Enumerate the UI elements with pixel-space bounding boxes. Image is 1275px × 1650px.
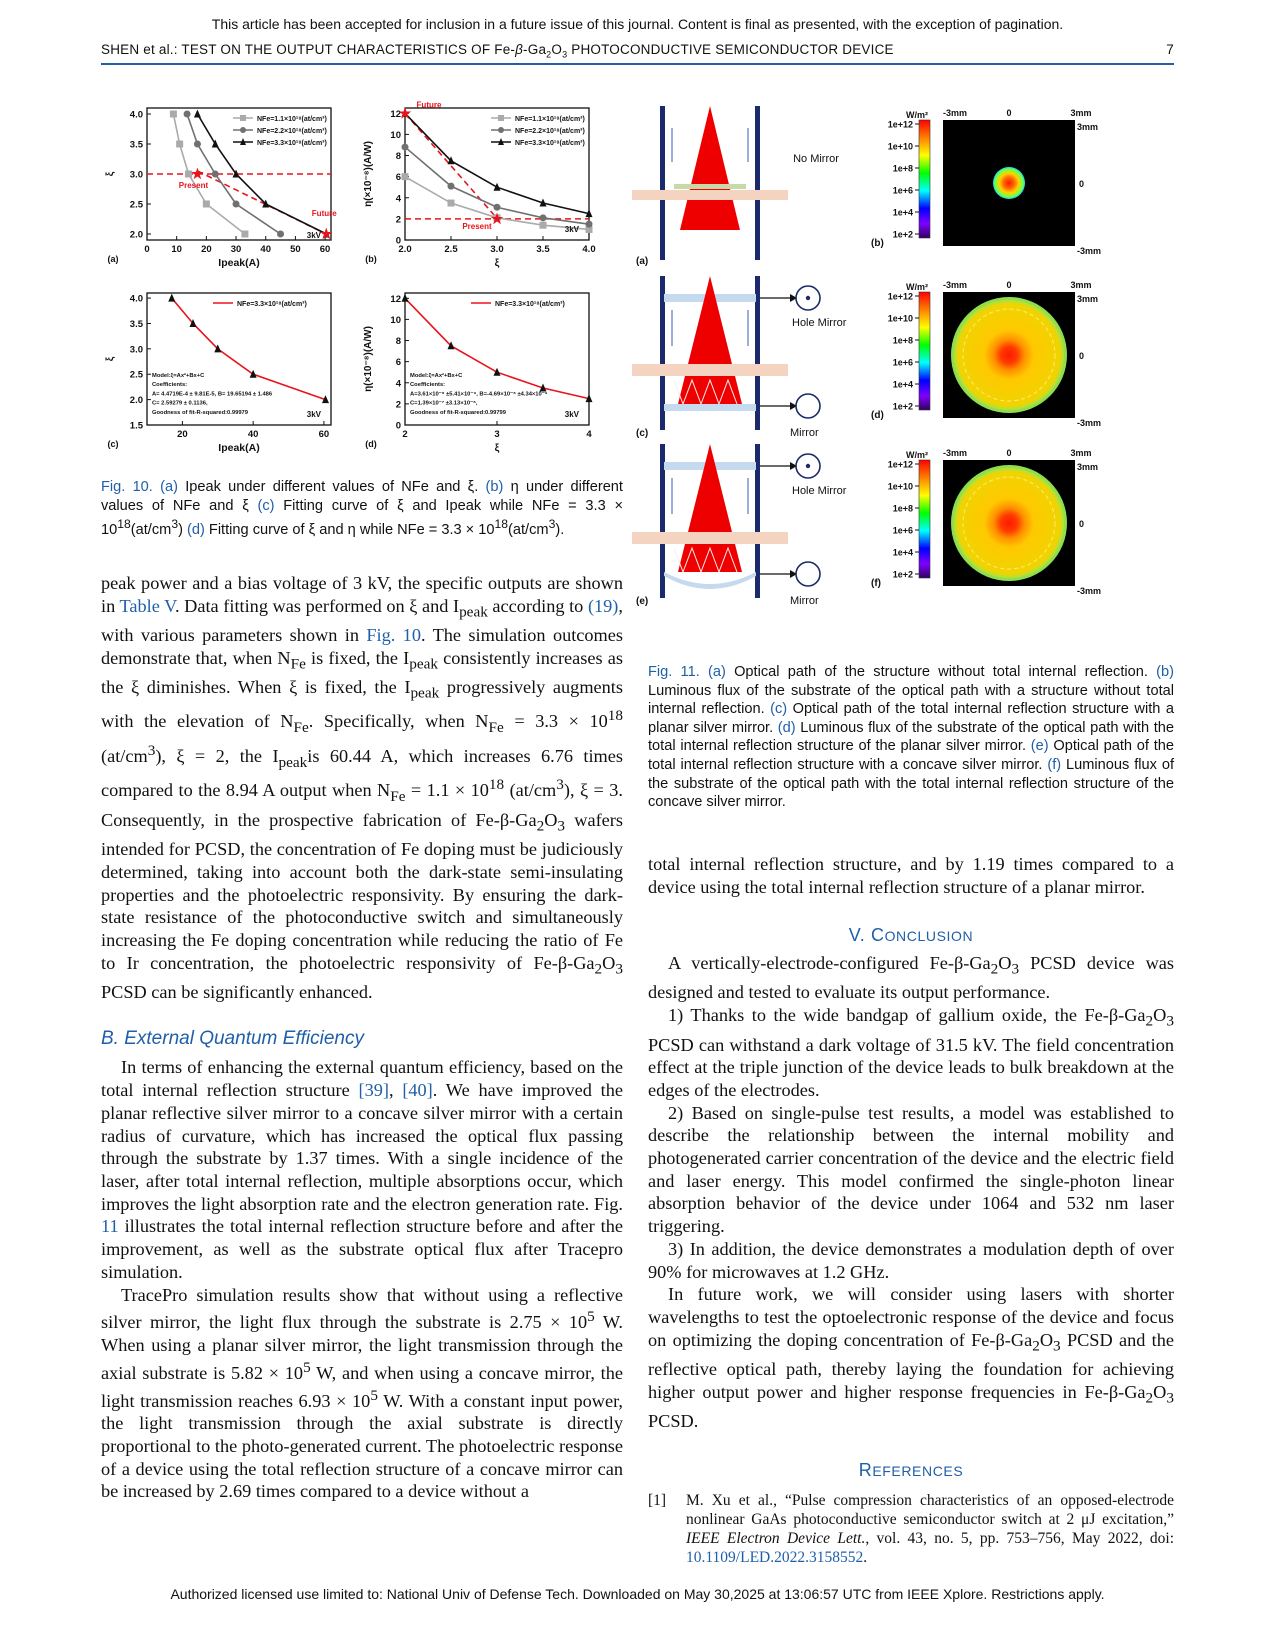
data-point xyxy=(498,127,504,133)
x-tick-label: 2.0 xyxy=(398,244,412,255)
x-tick-label: 20 xyxy=(177,429,188,440)
section-b-heading: B. External Quantum Efficiency xyxy=(101,1027,364,1049)
panel-letter: (d) xyxy=(871,410,884,421)
y-tick-label: 3.0 xyxy=(129,169,143,181)
y-tick-label: 3.5 xyxy=(129,318,143,330)
panel-letter: (f) xyxy=(871,578,881,589)
colorbar-tick-label: 1e+4 xyxy=(892,547,913,558)
y-tick-label: 4.0 xyxy=(129,293,143,305)
series-line xyxy=(172,298,326,400)
axis-tick-top-right: 3mm xyxy=(1077,462,1099,472)
fit-annotation: Coefficients: xyxy=(152,382,188,389)
axis-tick-top-right: 3mm xyxy=(1077,122,1099,132)
data-point xyxy=(212,171,219,178)
data-point xyxy=(277,231,284,238)
panel-letter: (c) xyxy=(107,439,119,449)
y-tick-label: 3.5 xyxy=(129,139,143,151)
star-marker: ★ xyxy=(191,165,204,182)
mirror-icon xyxy=(796,562,820,586)
label-no-mirror: No Mirror xyxy=(793,153,839,165)
x-tick-label: 2 xyxy=(402,429,408,440)
x-tick-label: 0 xyxy=(144,244,150,255)
data-point xyxy=(250,370,257,378)
flux-map-planar-mirror xyxy=(871,280,1101,428)
colorbar-tick-label: 1e+12 xyxy=(887,459,913,470)
paragraph-tracepro: TracePro simulation results show that without using a reflective silver mirror, the light flux through the substrate is $2.75 \times 10^5$ W. When using a planar silver mirror, the light transmission through the axial substrate is $5.82 \times 10^5$ W, and when using a concave mirror, the light transmission reaches $6.93 \times 10^5$ W. With a constant input power, the light transmission through the axial substrate is directly proportional to the photo-generated current. The photoelectric response of a device using the total reflection structure of a concave mirror can be increased by 2.69 times compared to a device without a xyxy=(101,1284,624,1502)
data-point xyxy=(402,173,409,180)
planar-mirror xyxy=(664,404,756,411)
data-point xyxy=(448,200,455,207)
x-tick-label: 20 xyxy=(201,244,212,255)
mirror-icon xyxy=(796,394,820,418)
data-point xyxy=(168,294,175,302)
flux-disk xyxy=(954,300,1064,410)
y-tick-label: 0 xyxy=(395,235,401,247)
voltage-label: 3kV xyxy=(306,410,321,419)
y-axis-label: ξ xyxy=(105,356,116,362)
voltage-label: 3kV xyxy=(564,225,579,234)
data-point xyxy=(176,141,183,148)
axis-tick-right: 3mm xyxy=(1070,448,1092,458)
data-point xyxy=(184,111,191,118)
paragraph-continued: total internal reflection structure, and by 1.19 times compared to a device using the total internal reflection structure of a planar mirror. xyxy=(648,854,1174,897)
data-point xyxy=(586,221,593,228)
reference-1: [1] M. Xu et al., “Pulse compression characteristics of an opposed-electrode nonlinear GaAs photoconductive semiconductor switch at 2 μJ excitation,” IEEE Electron Device Lett., vol. 43, no. 5, pp. 753–756, May 2022, doi: 10.1109/LED.2022.3158552. xyxy=(648,1491,1174,1566)
legend-entry: NFe=3.3×10¹⁸(at/cm³) xyxy=(495,301,565,308)
x-tick-label: 3.0 xyxy=(490,244,504,255)
axis-tick-right: 3mm xyxy=(1070,108,1092,118)
label-mirror: Mirror xyxy=(790,595,819,607)
colorbar-unit: W/m² xyxy=(906,282,928,292)
colorbar-tick-label: 1e+6 xyxy=(892,525,913,536)
fig-10-link[interactable]: Fig. 10 xyxy=(366,625,421,646)
y-tick-label: 8 xyxy=(395,336,401,348)
axis-tick-mid-right: 0 xyxy=(1079,351,1085,361)
fit-annotation: Model:ξ=Ax²+Bx+C xyxy=(152,373,205,379)
substrate xyxy=(632,190,788,200)
colorbar-tick-label: 1e+2 xyxy=(892,569,913,580)
y-tick-label: 6 xyxy=(395,172,401,184)
fit-annotation: Goodness of fit-R-squared:0.99979 xyxy=(152,409,248,416)
y-tick-label: 10 xyxy=(390,314,401,326)
y-tick-label: 4 xyxy=(395,193,401,205)
x-tick-label: 40 xyxy=(247,429,259,440)
colorbar-tick-label: 1e+4 xyxy=(892,379,913,390)
fig11-caption: Fig. 11. (a) Optical path of the structure without total internal reflection. (b) Luminous flux of the substrate of the optical path with a structure without total internal reflection. (c) Optical path of the total internal reflection structure with a planar silver mirror. (d) Luminous flux of the substrate of the optical path with the total internal reflection structure of the planar silver mirror. (e) Optical path of the total internal reflection structure with a concave silver mirror. (f) Luminous flux of the substrate of the optical path with the total internal reflection structure of the concave silver mirror. xyxy=(648,664,1174,811)
data-point xyxy=(402,144,409,151)
page-number: 7 xyxy=(1166,42,1174,57)
hole-icon xyxy=(806,296,810,300)
data-point xyxy=(448,183,455,190)
fig10-caption-label: Fig. 10. xyxy=(101,479,153,495)
x-tick-label: 60 xyxy=(318,429,330,440)
colorbar-tick-label: 1e+2 xyxy=(892,229,913,240)
y-tick-label: 6 xyxy=(395,357,401,369)
axis-tick-left: -3mm xyxy=(942,448,968,458)
annotation-label: Future xyxy=(416,100,442,110)
ref-39-link[interactable]: [39] xyxy=(358,1080,389,1101)
x-axis-label: Ipeak(A) xyxy=(218,257,260,269)
colorbar-tick-label: 1e+8 xyxy=(892,163,913,174)
colorbar-unit: W/m² xyxy=(906,450,928,460)
colorbar-tick-label: 1e+2 xyxy=(892,401,913,412)
panel-letter: (c) xyxy=(636,428,649,439)
left-column xyxy=(101,572,623,1503)
data-point xyxy=(540,214,547,221)
data-point xyxy=(498,115,504,121)
annotation-label: Present xyxy=(462,221,492,231)
concave-mirror xyxy=(664,572,756,589)
y-tick-label: 1.5 xyxy=(129,420,143,432)
y-tick-label: 2.0 xyxy=(129,229,143,241)
data-point xyxy=(540,222,547,229)
x-tick-label: 50 xyxy=(290,244,301,255)
voltage-label: 3kV xyxy=(306,231,321,240)
colorbar-tick-label: 1e+8 xyxy=(892,503,913,514)
panel-letter: (e) xyxy=(636,596,649,607)
axis-tick-left: -3mm xyxy=(942,108,968,118)
y-tick-label: 12 xyxy=(390,108,401,120)
colorbar-tick-label: 1e+4 xyxy=(892,207,913,218)
colorbar-tick-label: 1e+10 xyxy=(887,481,913,492)
axis-tick-center: 0 xyxy=(1006,108,1012,118)
y-axis-label: ξ xyxy=(105,171,116,177)
star-marker: ★ xyxy=(319,225,333,242)
x-tick-label: 60 xyxy=(319,244,331,255)
panel-letter: (b) xyxy=(871,238,884,249)
fit-annotation: C= 2.59279 ± 0.1136, xyxy=(152,400,208,407)
x-tick-label: 40 xyxy=(260,244,271,255)
data-point xyxy=(240,115,246,121)
data-point xyxy=(241,231,248,238)
flux-spot xyxy=(993,167,1025,199)
figure-11 xyxy=(636,98,1170,636)
label-mirror: Mirror xyxy=(790,427,819,439)
running-head xyxy=(101,42,1174,62)
star-marker: ★ xyxy=(398,104,412,121)
axis-tick-bottom-right: -3mm xyxy=(1077,418,1102,428)
colorbar-tick-label: 1e+10 xyxy=(887,141,913,152)
x-axis-label: ξ xyxy=(494,257,500,269)
acceptance-notice: This article has been accepted for inclusion in a future issue of this journal. Content is final as presented, with the exception of pagination. xyxy=(211,16,1064,32)
axis-tick-right: 3mm xyxy=(1070,280,1092,290)
hole-icon xyxy=(806,464,810,468)
y-tick-label: 12 xyxy=(390,293,401,305)
substrate xyxy=(632,532,788,544)
axis-tick-left: -3mm xyxy=(942,280,968,290)
colorbar-tick-label: 1e+8 xyxy=(892,335,913,346)
data-point xyxy=(402,294,409,302)
axis-tick-bottom-right: -3mm xyxy=(1077,246,1102,256)
panel-letter: (d) xyxy=(365,439,377,449)
paragraph-eqe: In terms of enhancing the external quantum efficiency, based on the total internal reflection structure [39], [40]. We have improved the planar reflective silver mirror to a concave silver mirror with a certain radius of curvature, which has increased the optical flux passing through the substrate by 1.37 times. With a single incidence of the laser, after total internal reflection, multiple absorptions occur, which improves the light absorption rate and the electron generation rate. Fig. 11 illustrates the total internal reflection structure before and after the improvement, as well as the substrate optical flux after Tracepro simulation. xyxy=(101,1057,623,1282)
flux-map-no-mirror xyxy=(871,108,1101,256)
colorbar xyxy=(919,292,930,410)
data-point xyxy=(240,127,246,133)
x-tick-label: 30 xyxy=(230,244,242,255)
data-point xyxy=(194,110,201,118)
y-axis-label: η(×10⁻⁸)(A/W) xyxy=(363,141,374,207)
data-point xyxy=(170,111,177,118)
fig-11-link[interactable]: 11 xyxy=(101,1216,119,1237)
conclusion-intro: A vertically-electrode-configured $Fe-\beta-Ga_2O_3$ PCSD device was designed and tested to evaluate its output performance. xyxy=(648,953,1174,1003)
conclusion-future: In future work, we will consider using lasers with shorter wavelengths to test the optoelectronic response of the device and focus on optimizing the doping concentration of $Fe-\beta-Ga_2O_3$ PCSD and the reflective optical path, thereby laying the foundation for achieving higher output power and higher response frequencies in $Fe-\beta-Ga_2O_3$ PCSD. xyxy=(648,1284,1174,1432)
fit-annotation: A= 4.4719E-4 ± 9.81E-5, B= 19.65194 ± 1.486 xyxy=(152,391,273,398)
right-column xyxy=(648,853,1174,1567)
axis-tick-mid-right: 0 xyxy=(1079,519,1085,529)
label-hole-mirror: Hole Mirror xyxy=(792,485,847,497)
y-tick-label: 2.5 xyxy=(129,369,143,381)
x-tick-label: 10 xyxy=(171,244,182,255)
fit-annotation: Goodness of fit-R-squared:0.99799 xyxy=(410,409,506,416)
legend-entry: NFe=3.3×10¹⁸(at/cm³) xyxy=(237,301,307,308)
data-point xyxy=(194,141,201,148)
paragraph-results: peak power and a bias voltage of 3 kV, the specific outputs are shown in Table V. Data fitting was performed on ξ and $I_{peak}$ according to (19), with various parameters shown in Fig. 10. The simulation outcomes demonstrate that, when $N_{Fe}$ is fixed, the $I_{peak}$ consistently increases as the ξ diminishes. When ξ is fixed, the $I_{peak}$ progressively augments with the elevation of $N_{Fe}$. Specifically, when $N_{Fe} = 3.3 \times 10^{18}$ $(at/cm^3)$, ξ = 2, the $I_{peak}is$ 60.44 A, which increases 6.76 times compared to the 8.94 A output when $N_{Fe} = 1.1 \times 10^{18}$ $(at/cm^3)$, ξ = 3. Consequently, in the prospective fabrication of $Fe-\beta-Ga_2O_3$ wafers intended for PCSD, the concentration of Fe doping must be judiciously determined, taking into account both the dark-state semi-insulating properties and the photoelectric responsivity. By ensuring the dark-state resistance of the photoconductive switch and simultaneously increasing the Fe doping concentration while reducing the ratio of Fe to Ir concentration, the photoelectric responsivity of $Fe-\beta-Ga_2O_3$ PCSD can be significantly enhanced. xyxy=(101,573,624,1003)
ref-40-link[interactable]: [40] xyxy=(402,1080,433,1101)
colorbar-unit: W/m² xyxy=(906,110,928,120)
figure-10 xyxy=(101,98,621,470)
optical-path-no-mirror xyxy=(632,106,839,267)
fig10-panel-b xyxy=(363,100,596,269)
colorbar xyxy=(919,460,930,578)
laser-beam xyxy=(680,106,740,230)
legend-entry: NFe=2.2×10¹⁸(at/cm³) xyxy=(257,128,327,135)
fig10-caption: Fig. 10. (a) Ipeak under different values of NFe and ξ. (b) η under different values of NFe and ξ (c) Fitting curve of ξ and Ipeak while NFe = $3.3 \times 10^{18}(at/cm^3)$ (d) Fitting curve of ξ and η while NFe = $3.3 \times 10^{18}(at/cm^3)$. xyxy=(101,479,623,539)
electrode-left xyxy=(660,106,665,260)
y-tick-label: 2.5 xyxy=(129,199,143,211)
x-tick-label: 3.5 xyxy=(536,244,550,255)
data-point xyxy=(203,201,210,208)
fit-annotation: A=3.61×10⁻⁸ ±5.41×10⁻⁹, B=-4.69×10⁻⁸ ±4.34×10⁻⁹ xyxy=(410,391,548,398)
header-rule xyxy=(101,63,1174,65)
conclusion-point-3: 3) In addition, the device demonstrates a modulation depth of over 90% for microwaves at 1.2 GHz. xyxy=(648,1238,1174,1282)
y-tick-label: 0 xyxy=(395,420,401,432)
flux-map-concave-mirror xyxy=(871,448,1101,596)
y-tick-label: 4.0 xyxy=(129,109,143,121)
x-tick-label: 4 xyxy=(586,429,592,440)
electrode-right xyxy=(755,106,760,260)
colorbar-tick-label: 1e+10 xyxy=(887,313,913,324)
legend-entry: NFe=2.2×10¹⁸(at/cm³) xyxy=(515,128,585,135)
fig10-panel-a xyxy=(105,108,337,269)
data-point xyxy=(233,201,240,208)
optical-path-planar-mirror xyxy=(632,276,847,439)
conclusion-point-1: 1) Thanks to the wide bandgap of gallium oxide, the $Fe-\beta-Ga_2O_3$ PCSD can withstand a dark voltage of 31.5 kV. The field concentration effect at the triple junction of the device leads to bulk breakdown at the edges of the electrodes. xyxy=(648,1005,1174,1100)
annotation-label: Present xyxy=(178,181,209,190)
x-tick-label: 3 xyxy=(494,429,500,440)
axis-tick-top-right: 3mm xyxy=(1077,294,1099,304)
fig10-panel-c xyxy=(105,293,331,454)
panel-letter: (b) xyxy=(365,254,377,264)
fit-annotation: C=1.39×10⁻⁷ ±3.13×10⁻⁸, xyxy=(410,400,478,407)
colorbar-tick-label: 1e+6 xyxy=(892,185,913,196)
electrode-film xyxy=(674,184,746,189)
label-hole-mirror: Hole Mirror xyxy=(792,317,847,329)
x-tick-label: 4.0 xyxy=(582,244,596,255)
substrate xyxy=(632,364,788,376)
y-tick-label: 2.0 xyxy=(129,395,143,407)
y-tick-label: 4 xyxy=(395,378,401,390)
fit-annotation: Coefficients: xyxy=(410,382,446,389)
x-axis-label: Ipeak(A) xyxy=(218,442,260,454)
panel-letter-a: (a) xyxy=(636,256,649,267)
conclusion-point-2: 2) Based on single-pulse test results, a model was established to describe the relationship between the internal mobility and photogenerated carrier concentration of the device and the electric field and laser energy. This model confirmed the single-photon linear absorption behavior of the device under 1064 and 532 nm laser triggering. xyxy=(648,1102,1174,1237)
colorbar-tick-label: 1e+6 xyxy=(892,357,913,368)
annotation-label: Future xyxy=(311,209,337,218)
ref1-doi-link[interactable]: 10.1109/LED.2022.3158552 xyxy=(686,1548,864,1566)
fit-annotation: Model:ξ=Ax²+Bx+C xyxy=(410,373,463,379)
legend-entry: NFe=1.1×10¹⁸(at/cm³) xyxy=(515,116,585,123)
references-heading: REFERENCES xyxy=(858,1459,964,1480)
y-tick-label: 3.0 xyxy=(129,344,143,356)
y-tick-label: 2 xyxy=(395,399,401,411)
x-axis-label: ξ xyxy=(494,442,500,454)
y-tick-label: 8 xyxy=(395,151,401,163)
optical-path-concave-mirror xyxy=(632,444,847,607)
legend-entry: NFe=1.1×10¹⁸(at/cm³) xyxy=(257,116,327,123)
voltage-label: 3kV xyxy=(564,410,579,419)
y-tick-label: 2 xyxy=(395,214,401,226)
flux-disk xyxy=(954,468,1064,578)
star-marker: ★ xyxy=(490,210,504,227)
running-title: SHEN et al.: TEST ON THE OUTPUT CHARACTERISTICS OF $Fe-\beta-Ga_2O_3$ PHOTOCONDUCTIVE SEMICONDUCTOR DEVICE xyxy=(101,42,894,60)
axis-tick-center: 0 xyxy=(1006,280,1012,290)
axis-tick-center: 0 xyxy=(1006,448,1012,458)
legend-entry: NFe=3.3×10¹⁸(at/cm³) xyxy=(257,140,327,147)
colorbar-tick-label: 1e+12 xyxy=(887,119,913,130)
axis-tick-mid-right: 0 xyxy=(1079,179,1085,189)
panel-letter: (a) xyxy=(107,254,119,264)
eq-19-link[interactable]: (19) xyxy=(587,595,619,616)
table-v-link[interactable]: Table V xyxy=(119,595,175,616)
x-tick-label: 2.5 xyxy=(444,244,458,255)
conclusion-heading: V. CONCLUSION xyxy=(848,925,974,946)
legend-entry: NFe=3.3×10¹⁸(at/cm³) xyxy=(515,140,585,147)
axis-tick-bottom-right: -3mm xyxy=(1077,586,1102,596)
y-tick-label: 10 xyxy=(390,129,401,141)
license-footer: Authorized licensed use limited to: National Univ of Defense Tech. Downloaded on May 30,2025 at 13:06:57 UTC from IEEE Xplore. Restrictions apply. xyxy=(170,1586,1105,1602)
fig10-panel-d xyxy=(363,293,593,454)
y-axis-label: η(×10⁻⁸)(A/W) xyxy=(363,326,374,392)
colorbar-tick-label: 1e+12 xyxy=(887,291,913,302)
colorbar xyxy=(919,120,930,238)
fig11-caption-label: Fig. 11. xyxy=(648,664,700,680)
